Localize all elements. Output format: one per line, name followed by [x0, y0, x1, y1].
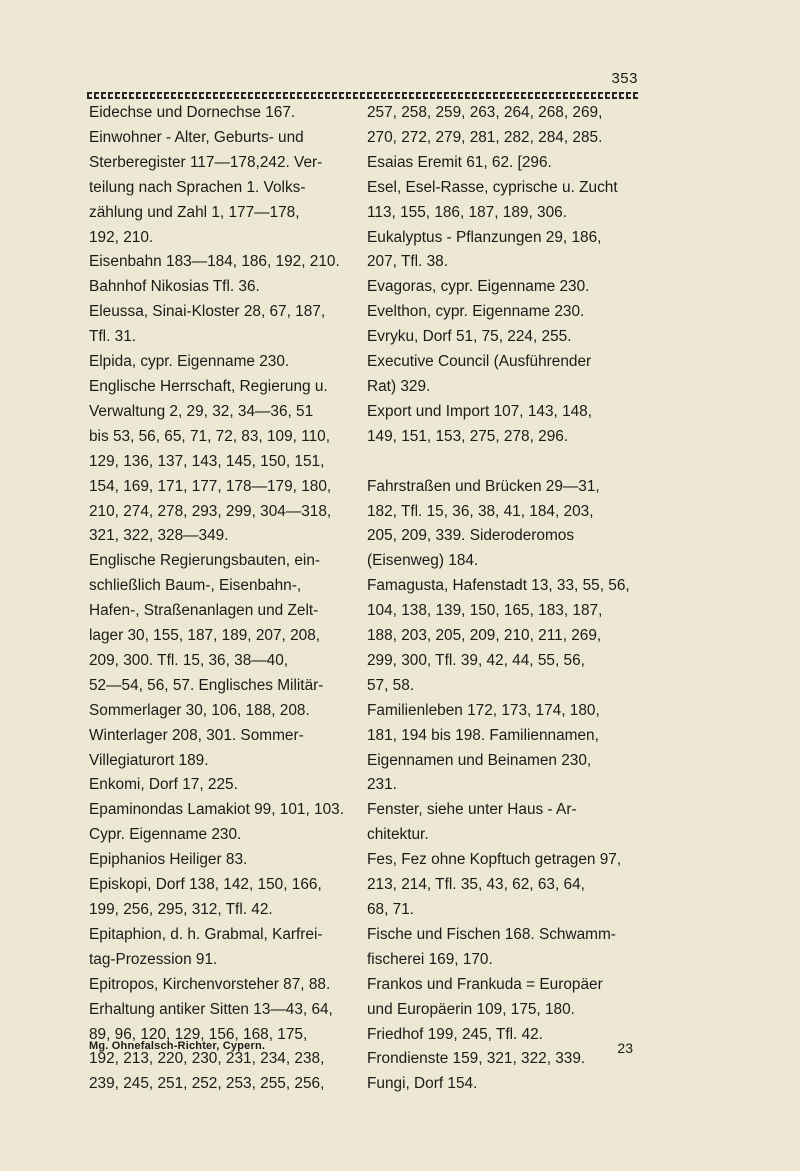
- index-entry-line: Executive Council (Ausführender: [367, 353, 592, 371]
- index-entry-line: 205, 209, 339. Sideroderomos: [367, 527, 575, 545]
- index-entry-line: Englische Regierungsbauten, ein-: [89, 552, 321, 570]
- index-entry-line: 321, 322, 328—349.: [89, 527, 229, 545]
- index-entry-line: Epitaphion, d. h. Grabmal, Karfrei-: [89, 925, 323, 943]
- index-entry-line: 210, 274, 278, 293, 299, 304—318,: [89, 502, 332, 520]
- index-entry-line: 270, 272, 279, 281, 282, 284, 285.: [367, 128, 603, 146]
- index-entry: [89, 549, 357, 773]
- index-entry-line: Tfl. 31.: [89, 328, 137, 346]
- index-entry-line: Esaias Eremit 61, 62. [296.: [367, 153, 552, 171]
- index-entry: [89, 773, 357, 798]
- index-entry-line: Evryku, Dorf 51, 75, 224, 255.: [367, 328, 572, 346]
- index-entry-line: (Eisenweg) 184.: [367, 552, 479, 570]
- index-entry-line: Evagoras, cypr. Eigenname 230.: [367, 278, 590, 296]
- index-entry: [89, 350, 357, 375]
- index-entry: [367, 400, 635, 450]
- index-entry-line: Einwohner - Alter, Geburts- und: [89, 128, 304, 146]
- index-entry: [367, 350, 635, 400]
- index-entry-line: Evelthon, cypr. Eigenname 230.: [367, 303, 585, 321]
- index-entry-line: fischerei 169, 170.: [367, 950, 493, 968]
- index-entry: [89, 126, 357, 251]
- index-entry: [367, 1072, 635, 1097]
- index-entry-line: Cypr. Eigenname 230.: [89, 826, 242, 844]
- index-entry: [89, 973, 357, 998]
- index-entry: [89, 250, 357, 300]
- index-entry: [367, 151, 635, 176]
- index-entry-line: tag-Prozession 91.: [89, 950, 218, 968]
- index-entry-line: 154, 169, 171, 177, 178—179, 180,: [89, 477, 332, 495]
- index-entry: [367, 574, 635, 699]
- index-entry-line: Episkopi, Dorf 138, 142, 150, 166,: [89, 876, 322, 894]
- index-entry-line: Friedhof 199, 245, Tfl. 42.: [367, 1025, 543, 1043]
- index-entry: [367, 325, 635, 350]
- index-entry-line: Bahnhof Nikosias Tfl. 36.: [89, 278, 260, 296]
- index-entry-line: 299, 300, Tfl. 39, 42, 44, 55, 56,: [367, 651, 585, 669]
- index-entry-line: 129, 136, 137, 143, 145, 150, 151,: [89, 452, 325, 470]
- index-entry-line: und Europäerin 109, 175, 180.: [367, 1000, 575, 1018]
- index-entry-line: 192, 213, 220, 230, 231, 234, 238,: [89, 1050, 325, 1068]
- index-entry-line: 192, 210.: [89, 228, 154, 246]
- index-entry-line: Familienleben 172, 173, 174, 180,: [367, 701, 600, 719]
- index-entry-line: Famagusta, Hafenstadt 13, 33, 55, 56,: [367, 577, 630, 595]
- index-entry-line: Epaminondas Lamakiot 99, 101, 103.: [89, 801, 344, 819]
- index-entry: [367, 450, 635, 475]
- index-entry-line: 113, 155, 186, 187, 189, 306.: [367, 203, 567, 221]
- index-entry: [367, 300, 635, 325]
- index-entry-line: Eleussa, Sinai-Kloster 28, 67, 187,: [89, 303, 326, 321]
- index-entry-line: Fahrstraßen und Brücken 29—31,: [367, 477, 600, 495]
- index-entry: [367, 848, 635, 923]
- index-entry-line: Epiphanios Heiliger 83.: [89, 851, 248, 869]
- index-entry-line: Frondienste 159, 321, 322, 339.: [367, 1050, 586, 1068]
- index-entry-line: lager 30, 155, 187, 189, 207, 208,: [89, 627, 321, 645]
- index-entry-line: 188, 203, 205, 209, 210, 211, 269,: [367, 627, 602, 645]
- index-entry-line: 209, 300. Tfl. 15, 36, 38—40,: [89, 651, 289, 669]
- index-entry-line: Fes, Fez ohne Kopftuch getragen 97,: [367, 851, 622, 869]
- index-entry-line: teilung nach Sprachen 1. Volks-: [89, 178, 306, 196]
- index-entry-line: bis 53, 56, 65, 71, 72, 83, 109, 110,: [89, 427, 331, 445]
- index-entry-line: 181, 194 bis 198. Familiennamen,: [367, 726, 599, 744]
- index-entry-line: 239, 245, 251, 252, 253, 255, 256,: [89, 1075, 325, 1093]
- index-entry-line: Eisenbahn 183—184, 186, 192, 210.: [89, 253, 340, 271]
- index-entry-line: chitektur.: [367, 826, 429, 844]
- index-entry-line: 182, Tfl. 15, 36, 38, 41, 184, 203,: [367, 502, 594, 520]
- index-entry-line: Elpida, cypr. Eigenname 230.: [89, 353, 290, 371]
- index-entry-line: schließlich Baum-, Eisenbahn-,: [89, 577, 302, 595]
- footer-author-title: Mg. Ohnefalsch-Richter, Cypern.: [89, 1040, 266, 1052]
- index-entry-line: 231.: [367, 776, 397, 794]
- index-entry-line: 257, 258, 259, 263, 264, 268, 269,: [367, 104, 603, 121]
- index-entry-line: Epitropos, Kirchenvorsteher 87, 88.: [89, 975, 331, 993]
- index-entry-line: Eidechse und Dornechse 167.: [89, 104, 296, 121]
- index-entry-line: [385, 450, 635, 475]
- index-entry-line: Fische und Fischen 168. Schwamm-: [367, 925, 616, 943]
- index-entry-line: Eigennamen und Beinamen 230,: [367, 751, 592, 769]
- index-entry: [89, 300, 357, 350]
- index-entry-line: 89, 96, 120, 129, 156, 168, 175,: [89, 1025, 308, 1043]
- index-entry: [367, 101, 635, 151]
- index-entry-line: Export und Import 107, 143, 148,: [367, 402, 593, 420]
- index-entry-line: Eukalyptus - Pflanzungen 29, 186,: [367, 228, 602, 246]
- index-entry: [89, 873, 357, 923]
- index-entry-line: Fenster, siehe unter Haus - Ar-: [367, 801, 577, 819]
- footer-signature-mark: 23: [617, 1040, 633, 1056]
- index-entry: [367, 176, 635, 226]
- index-entry-line: Sommerlager 30, 106, 188, 208.: [89, 701, 310, 719]
- index-entry-line: Sterberegister 117—178,242. Ver-: [89, 153, 323, 171]
- index-entry: [89, 848, 357, 873]
- page-number: 353: [611, 70, 638, 87]
- right-index-column: [367, 101, 635, 1097]
- index-entry-line: 68, 71.: [367, 901, 415, 918]
- ornamental-rule: [87, 92, 640, 99]
- index-entry: [89, 923, 357, 973]
- index-entry-line: Frankos und Frankuda = Europäer: [367, 975, 603, 993]
- index-entry-line: 57, 58.: [367, 676, 415, 694]
- index-entry-line: Hafen-, Straßenanlagen und Zelt-: [89, 602, 319, 620]
- index-entry: [367, 275, 635, 300]
- index-entry: [367, 923, 635, 973]
- index-entry: [367, 226, 635, 276]
- index-entry: [367, 973, 635, 1023]
- index-entry: [367, 699, 635, 799]
- index-entry: [89, 375, 357, 549]
- index-entry-line: Enkomi, Dorf 17, 225.: [89, 776, 238, 794]
- index-entry: [367, 798, 635, 848]
- index-entry-line: 199, 256, 295, 312, Tfl. 42.: [89, 901, 273, 918]
- left-index-column: [89, 101, 357, 1097]
- index-entry: [367, 475, 635, 575]
- index-entry-line: Villegiaturort 189.: [89, 751, 209, 769]
- index-entry-line: Esel, Esel-Rasse, cyprische u. Zucht: [367, 178, 618, 196]
- index-entry-line: 207, Tfl. 38.: [367, 253, 448, 271]
- index-entry: [89, 101, 357, 126]
- index-entry-line: Verwaltung 2, 29, 32, 34—36, 51: [89, 402, 314, 420]
- index-entry-line: Englische Herrschaft, Regierung u.: [89, 377, 328, 395]
- index-entry-line: 104, 138, 139, 150, 165, 183, 187,: [367, 602, 603, 620]
- index-entry-line: 149, 151, 153, 275, 278, 296.: [367, 427, 569, 445]
- index-entry-line: 52—54, 56, 57. Englisches Militär-: [89, 676, 324, 694]
- index-entry-line: Winterlager 208, 301. Sommer-: [89, 726, 304, 744]
- index-entry-line: zählung und Zahl 1, 177—178,: [89, 203, 300, 221]
- index-entry: [89, 798, 357, 848]
- index-entry-line: 213, 214, Tfl. 35, 43, 62, 63, 64,: [367, 876, 585, 894]
- index-entry-line: Fungi, Dorf 154.: [367, 1075, 478, 1093]
- index-entry-line: Rat) 329.: [367, 377, 431, 395]
- index-entry-line: Erhaltung antiker Sitten 13—43, 64,: [89, 1000, 333, 1018]
